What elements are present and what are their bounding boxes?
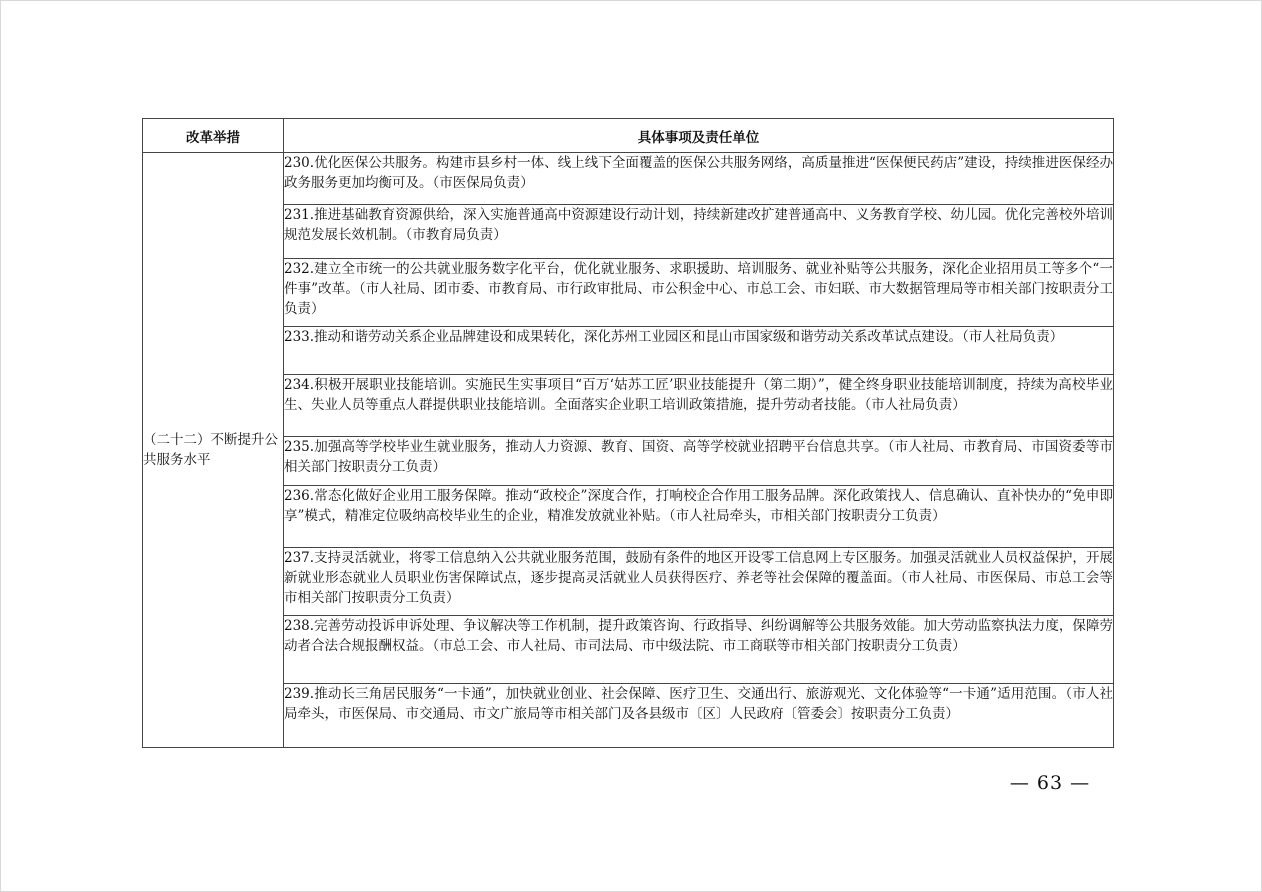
table-row xyxy=(143,616,1114,684)
table-row xyxy=(143,205,1114,259)
table-row xyxy=(143,684,1114,748)
reform-table xyxy=(142,118,1114,748)
table-row xyxy=(143,375,1114,437)
table-row xyxy=(143,327,1114,375)
item-230: 230.优化医保公共服务。构建市县乡村一体、线上线下全面覆盖的医保公共服务网络，高质量推进“医保便民药店”建设，持续推进医保经办政务服务更加均衡可及。（市医保局负责） xyxy=(284,153,1114,205)
item-233: 233.推动和谐劳动关系企业品牌建设和成果转化，深化苏州工业园区和昆山市国家级和谐劳动关系改革试点建设。（市人社局负责） xyxy=(284,327,1114,375)
page-number: — 63 — xyxy=(1009,772,1091,794)
item-237: 237.支持灵活就业，将零工信息纳入公共就业服务范围，鼓励有条件的地区开设零工信息网上专区服务。加强灵活就业人员权益保护，开展新就业形态就业人员职业伤害保障试点，逐步提高灵活就业人员获得医疗、养老等社会保障的覆盖面。（市人社局、市医保局、市总工会等市相关部门按职责分工负责） xyxy=(284,548,1114,616)
table-row xyxy=(143,486,1114,548)
item-236: 236.常态化做好企业用工服务保障。推动“政校企”深度合作，打响校企合作用工服务品牌。深化政策找人、信息确认、直补快办的“免申即享”模式，精准定位吸纳高校毕业生的企业，精准发放就业补贴。（市人社局牵头，市相关部门按职责分工负责） xyxy=(284,486,1114,548)
item-235: 235.加强高等学校毕业生就业服务，推动人力资源、教育、国资、高等学校就业招聘平台信息共享。（市人社局、市教育局、市国资委等市相关部门按职责分工负责） xyxy=(284,437,1114,486)
table-row xyxy=(143,548,1114,616)
item-238: 238.完善劳动投诉申诉处理、争议解决等工作机制，提升政策咨询、行政指导、纠纷调解等公共服务效能。加大劳动监察执法力度，保障劳动者合法合规报酬权益。（市总工会、市人社局、市司法局、市中级法院、市工商联等市相关部门按职责分工负责） xyxy=(284,616,1114,684)
header-items: 具体事项及责任单位 xyxy=(284,119,1114,153)
item-239: 239.推动长三角居民服务“一卡通”，加快就业创业、社会保障、医疗卫生、交通出行、旅游观光、文化体验等“一卡通”适用范围。（市人社局牵头，市医保局、市交通局、市文广旅局等市相关部门及各县级市〔区〕人民政府〔管委会〕按职责分工负责） xyxy=(284,684,1114,748)
item-232: 232.建立全市统一的公共就业服务数字化平台，优化就业服务、求职援助、培训服务、就业补贴等公共服务，深化企业招用员工等多个“一件事”改革。（市人社局、团市委、市教育局、市行政审批局、市公积金中心、市总工会、市妇联、市大数据管理局等市相关部门按职责分工负责） xyxy=(284,259,1114,327)
item-231: 231.推进基础教育资源供给，深入实施普通高中资源建设行动计划，持续新建改扩建普通高中、义务教育学校、幼儿园。优化完善校外培训规范发展长效机制。（市教育局负责） xyxy=(284,205,1114,259)
item-234: 234.积极开展职业技能培训。实施民生实事项目“百万‘姑苏工匠’职业技能提升（第二期）”，健全终身职业技能培训制度，持续为高校毕业生、失业人员等重点人群提供职业技能培训。全面落实企业职工培训政策措施，提升劳动者技能。（市人社局负责） xyxy=(284,375,1114,437)
table-row xyxy=(143,153,1114,205)
table-row xyxy=(143,259,1114,327)
table-header-row xyxy=(143,119,1114,153)
measure-cell: （二十二）不断提升公共服务水平 xyxy=(143,153,284,748)
table-row xyxy=(143,437,1114,486)
header-measure: 改革举措 xyxy=(143,119,284,153)
